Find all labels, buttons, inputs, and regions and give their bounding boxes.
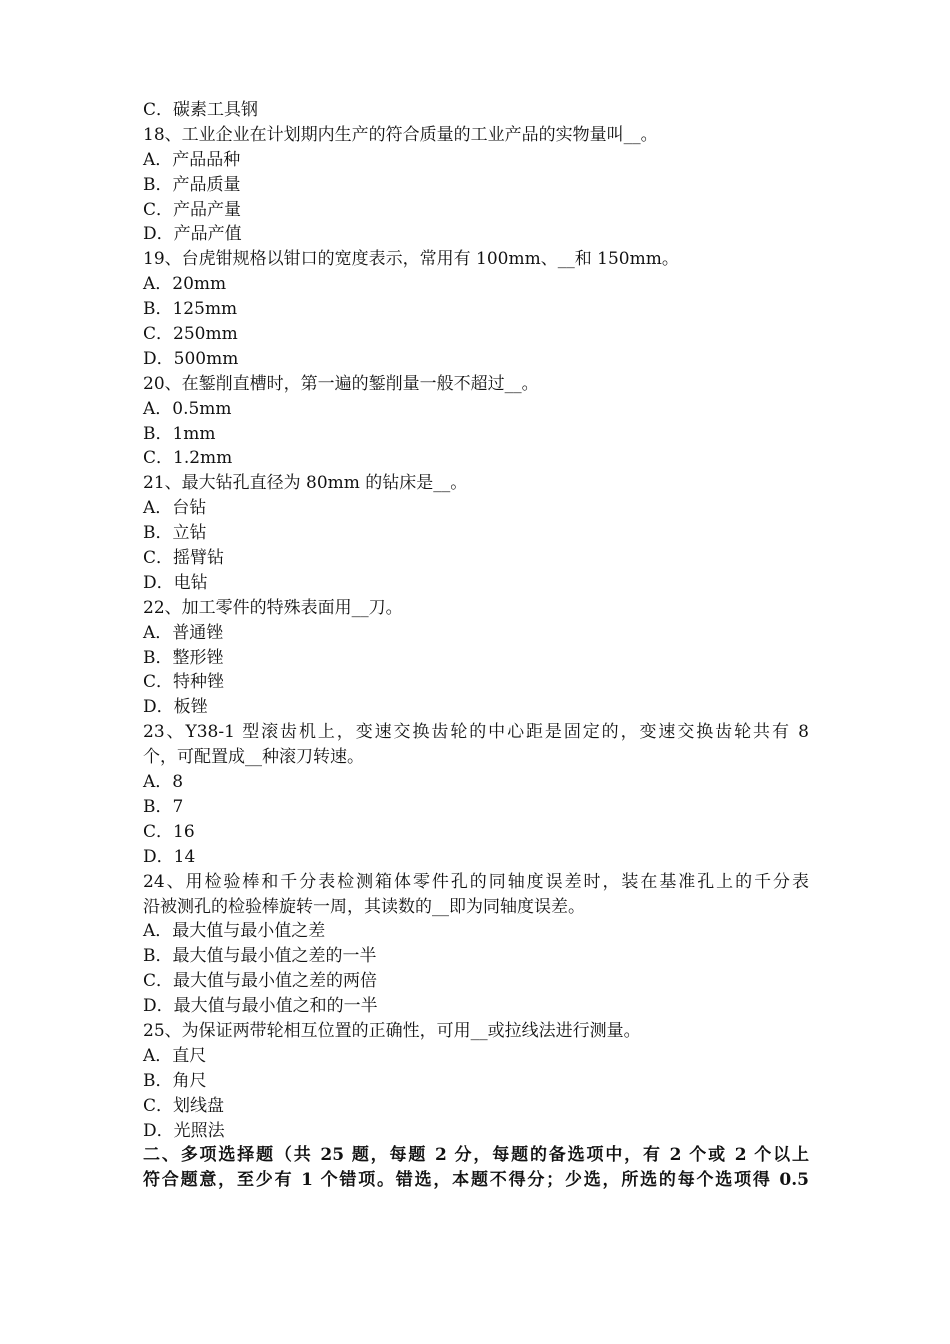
text-line-23: B．整形锉 <box>143 647 224 668</box>
text-line-17: A．台钻 <box>143 498 207 519</box>
text-line-12: 20、在錾削直槽时，第一遍的錾削量一般不超过__。 <box>143 373 539 394</box>
text-line-15: C．1.2mm <box>143 448 233 469</box>
text-line-44: 符合题意，至少有 1 个错项。错选，本题不得分；少选，所选的每个选项得 0.5 <box>143 1170 809 1191</box>
text-line-28: A．8 <box>143 772 184 793</box>
text-line-34: A．最大值与最小值之差 <box>143 921 326 942</box>
text-line-3: A．产品品种 <box>143 149 241 170</box>
text-line-22: A．普通锉 <box>143 622 224 643</box>
text-line-11: D．500mm <box>143 348 239 369</box>
text-line-2: 18、工业企业在计划期内生产的符合质量的工业产品的实物量叫__。 <box>143 124 658 145</box>
text-line-4: B．产品质量 <box>143 174 241 195</box>
document-page <box>143 98 809 1193</box>
text-line-19: C．摇臂钻 <box>143 548 225 569</box>
text-line-32: 24、用检验棒和千分表检测箱体零件孔的同轴度误差时，装在基准孔上的千分表 <box>143 871 809 892</box>
text-line-30: C．16 <box>143 821 195 842</box>
text-line-8: A．20mm <box>143 274 227 295</box>
text-line-42: D．光照法 <box>143 1120 225 1141</box>
text-line-16: 21、最大钻孔直径为 80mm 的钻床是__。 <box>143 473 468 494</box>
text-line-43: 二、多项选择题（共 25 题，每题 2 分，每题的备选项中，有 2 个或 2 个以上 <box>143 1145 809 1166</box>
text-line-18: B．立钻 <box>143 523 207 544</box>
text-line-37: D．最大值与最小值之和的一半 <box>143 996 378 1017</box>
text-line-14: B．1mm <box>143 423 216 444</box>
text-line-41: C．划线盘 <box>143 1095 225 1116</box>
text-line-40: B．角尺 <box>143 1070 207 1091</box>
text-line-7: 19、台虎钳规格以钳口的宽度表示，常用有 100mm、__和 150mm。 <box>143 249 679 270</box>
text-line-27: 个，可配置成__种滚刀转速。 <box>143 747 364 768</box>
text-line-13: A．0.5mm <box>143 398 232 419</box>
text-line-39: A．直尺 <box>143 1045 207 1066</box>
text-line-9: B．125mm <box>143 299 238 320</box>
text-line-35: B．最大值与最小值之差的一半 <box>143 946 377 967</box>
text-line-24: C．特种锉 <box>143 672 225 693</box>
text-line-38: 25、为保证两带轮相互位置的正确性，可用__或拉线法进行测量。 <box>143 1020 641 1041</box>
text-line-29: B．7 <box>143 796 184 817</box>
text-line-5: C．产品产量 <box>143 199 242 220</box>
text-line-1: C．碳素工具钢 <box>143 100 259 120</box>
text-line-25: D．板锉 <box>143 697 208 718</box>
text-line-33: 沿被测孔的检验棒旋转一周，其读数的__即为同轴度误差。 <box>143 896 585 917</box>
text-line-10: C．250mm <box>143 324 238 345</box>
text-line-26: 23、Y38-1 型滚齿机上，变速交换齿轮的中心距是固定的，变速交换齿轮共有 8 <box>143 722 809 743</box>
text-line-21: 22、加工零件的特殊表面用__刀。 <box>143 597 403 618</box>
text-line-31: D．14 <box>143 846 196 867</box>
text-line-20: D．电钻 <box>143 572 208 593</box>
text-line-36: C．最大值与最小值之差的两倍 <box>143 971 378 992</box>
text-line-6: D．产品产值 <box>143 224 242 245</box>
